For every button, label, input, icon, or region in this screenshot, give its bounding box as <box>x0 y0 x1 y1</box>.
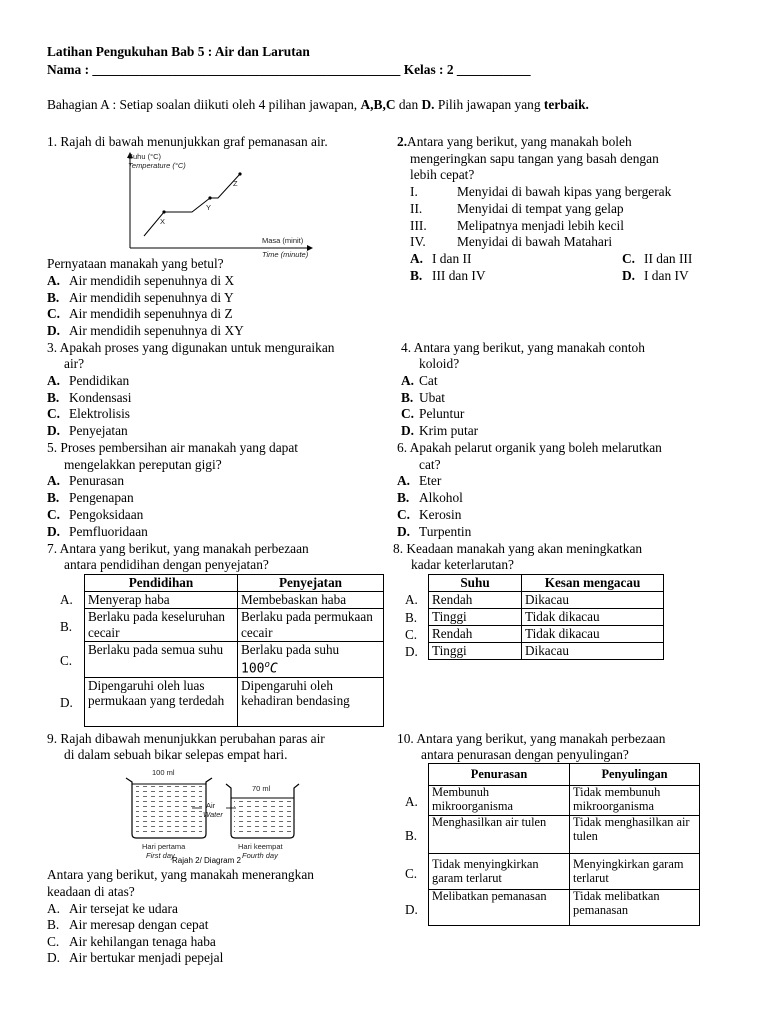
q6-option-a[interactable]: A. Eter <box>397 473 442 488</box>
beaker-1-volume: 100 ml <box>152 768 175 777</box>
heating-graph <box>124 148 314 260</box>
q8-row-d[interactable]: Tinggi Dikacau <box>429 643 664 660</box>
q6-stem-1: 6. Apakah pelarut organik yang boleh melarutkan <box>397 440 662 455</box>
q1-option-d[interactable]: D. Air mendidih sepenuhnya di XY <box>47 323 244 338</box>
q7-stem-1: 7. Antara yang berikut, yang manakah perbezaan <box>47 541 309 556</box>
q3-option-b[interactable]: B. Kondensasi <box>47 390 132 405</box>
q10-table <box>428 763 700 926</box>
label-day4-en: Fourth day <box>242 851 278 860</box>
q8-row-b-letter[interactable]: B. <box>405 610 418 625</box>
q7-row-c-letter[interactable]: C. <box>60 653 73 668</box>
q7-row-a[interactable]: Menyerap haba Membebaskan haba <box>85 592 384 609</box>
name-class-line[interactable]: Nama : ______________________________________________ Kelas : 2 ___________ <box>47 62 531 77</box>
graph-xlabel: Masa (minit) <box>262 236 304 245</box>
q1-option-c[interactable]: C. Air mendidih sepenuhnya di Z <box>47 306 233 321</box>
q7-row-a-letter[interactable]: A. <box>60 592 73 607</box>
q1-stem: 1. Rajah di bawah menunjukkan graf pemanasan air. <box>47 134 328 149</box>
q8-row-c-letter[interactable]: C. <box>405 627 418 642</box>
label-day1-en: First day <box>146 851 175 860</box>
q2-option-c[interactable]: C. II dan III <box>622 251 693 266</box>
q1-option-a[interactable]: A. Air mendidih sepenuhnya di X <box>47 273 235 288</box>
q9-option-b[interactable]: B. Air meresap dengan cepat <box>47 917 209 932</box>
q10-row-b[interactable]: Menghasilkan air tulen Tidak menghasilkan air tulen <box>429 816 700 854</box>
q7-row-d-letter[interactable]: D. <box>60 695 73 710</box>
q2-option-d[interactable]: D. I dan IV <box>622 268 689 283</box>
q5-stem-1: 5. Proses pembersihan air manakah yang dapat <box>47 440 298 455</box>
q3-stem-1: 3. Apakah proses yang digunakan untuk menguraikan <box>47 340 335 355</box>
q7-table <box>84 574 384 727</box>
q9-stem-1: 9. Rajah dibawah menunjukkan perubahan paras air <box>47 731 325 746</box>
graph-xlabel-en: Time (minute) <box>262 250 309 259</box>
q9-stem-2: di dalam sebuah bikar selepas empat hari. <box>64 747 288 762</box>
q2-item-1: I. Menyidai di bawah kipas yang bergerak <box>410 184 672 199</box>
graph-point-z <box>238 172 241 175</box>
q6-option-c[interactable]: C. Kerosin <box>397 507 462 522</box>
q8-row-b[interactable]: Tinggi Tidak dikacau <box>429 609 664 626</box>
graph-point-y <box>208 196 211 199</box>
q5-option-c[interactable]: C. Pengoksidaan <box>47 507 144 522</box>
q3-option-c[interactable]: C. Elektrolisis <box>47 406 130 421</box>
label-water: Water <box>203 810 223 819</box>
diagram-caption: Rajah 2/ Diagram 2 <box>172 856 241 865</box>
beaker-1-water <box>136 784 202 834</box>
q8-header-2: Kesan mengacau <box>522 575 664 592</box>
beaker-diagram <box>118 764 303 866</box>
graph-label-x: X <box>160 217 166 226</box>
label-air: Air <box>206 801 216 810</box>
q10-row-d[interactable]: Melibatkan pemanasan Tidak melibatkan pemanasan <box>429 890 700 926</box>
q10-row-b-letter[interactable]: B. <box>405 828 418 843</box>
q2-item-4: IV. Menyidai di bawah Matahari <box>410 234 613 249</box>
q8-header-1: Suhu <box>429 575 522 592</box>
q2-item-3: III. Melipatnya menjadi lebih kecil <box>410 218 624 233</box>
q4-option-c[interactable]: C. Peluntur <box>401 406 465 421</box>
worksheet-title: Latihan Pengukuhan Bab 5 : Air dan Larutan <box>47 44 310 59</box>
q5-option-a[interactable]: A. Penurasan <box>47 473 125 488</box>
q8-row-a[interactable]: Rendah Dikacau <box>429 592 664 609</box>
q5-stem-2: mengelakkan pereputan gigi? <box>64 457 222 472</box>
q4-option-a[interactable]: A. Cat <box>401 373 438 388</box>
label-day1: Hari pertama <box>142 842 186 851</box>
beaker-2-volume: 70 ml <box>252 784 271 793</box>
graph-label-z: Z <box>233 179 238 188</box>
graph-ylabel: Suhu (°C) <box>128 152 162 161</box>
q7-header-1: Pendidihan <box>85 575 238 592</box>
q5-option-b[interactable]: B. Pengenapan <box>47 490 134 505</box>
q4-stem-2: koloid? <box>419 356 460 371</box>
q3-stem-2: air? <box>64 356 85 371</box>
q10-header-2: Penyulingan <box>570 764 700 786</box>
q10-row-d-letter[interactable]: D. <box>405 902 418 917</box>
q2-stem-2: mengeringkan sapu tangan yang basah dengan <box>410 151 659 166</box>
q9-option-a[interactable]: A. Air tersejat ke udara <box>47 901 178 916</box>
q5-option-d[interactable]: D. Pemfluoridaan <box>47 524 148 539</box>
q8-table <box>428 574 664 660</box>
graph-point-x <box>162 210 165 213</box>
q8-stem-2: kadar keterlarutan? <box>411 557 514 572</box>
graph-curve <box>144 174 240 236</box>
q10-stem-1: 10. Antara yang berikut, yang manakah perbezaan <box>397 731 666 746</box>
graph-ylabel-en: Temperature (°C) <box>128 161 186 170</box>
q7-stem-2: antara pendidihan dengan penyejatan? <box>64 557 269 572</box>
graph-label-y: Y <box>206 203 212 212</box>
q2-stem-1: 2.Antara yang berikut, yang manakah boleh <box>397 134 632 149</box>
q8-row-c[interactable]: Rendah Tidak dikacau <box>429 626 664 643</box>
q8-row-d-letter[interactable]: D. <box>405 644 418 659</box>
q8-row-a-letter[interactable]: A. <box>405 592 418 607</box>
q7-row-b[interactable]: Berlaku pada keseluruhan cecair Berlaku pada permukaan cecair <box>85 609 384 642</box>
q2-option-a[interactable]: A. I dan II <box>410 251 472 266</box>
q7-row-b-letter[interactable]: B. <box>60 619 73 634</box>
q9-option-c[interactable]: C. Air kehilangan tenaga haba <box>47 934 216 949</box>
q3-option-a[interactable]: A. Pendidikan <box>47 373 130 388</box>
q10-stem-2: antara penurasan dengan penyulingan? <box>421 747 629 762</box>
q6-stem-2: cat? <box>419 457 441 472</box>
q7-row-c[interactable]: Berlaku pada semua suhu Berlaku pada suhu 100$^o$C <box>85 642 384 678</box>
q2-option-b[interactable]: B. III dan IV <box>410 268 486 283</box>
q1-option-b[interactable]: B. Air mendidih sepenuhnya di Y <box>47 290 234 305</box>
q10-row-a[interactable]: Membunuh mikroorganisma Tidak membunuh mikroorganisma <box>429 786 700 816</box>
q10-row-a-letter[interactable]: A. <box>405 794 418 809</box>
beaker-2-water <box>234 798 292 834</box>
q7-row-d[interactable]: Dipengaruhi oleh luas permukaan yang terdedah Dipengaruhi oleh kehadiran bendasing <box>85 677 384 726</box>
q3-option-d[interactable]: D. Penyejatan <box>47 423 128 438</box>
q8-stem-1: 8. Keadaan manakah yang akan meningkatkan <box>393 541 643 556</box>
q4-option-d[interactable]: D. Krim putar <box>401 423 479 438</box>
q6-option-d[interactable]: D. Turpentin <box>397 524 472 539</box>
q4-option-b[interactable]: B. Ubat <box>401 390 446 405</box>
q2-item-2: II. Menyidai di tempat yang gelap <box>410 201 624 216</box>
q2-stem-3: lebih cepat? <box>410 167 475 182</box>
q10-header-1: Penurasan <box>429 764 570 786</box>
instructions: Bahagian A : Setiap soalan diikuti oleh 4 pilihan jawapan, A,B,C dan D. Pilih jawapan yang terbaik. <box>47 97 589 112</box>
q9-option-d[interactable]: D. Air bertukar menjadi pepejal <box>47 950 224 965</box>
q9-question-2: keadaan di atas? <box>47 884 135 899</box>
label-day4: Hari keempat <box>238 842 283 851</box>
q1-question: Pernyataan manakah yang betul? <box>47 256 224 271</box>
q7-header-2: Penyejatan <box>238 575 384 592</box>
q9-question-1: Antara yang berikut, yang manakah menerangkan <box>47 867 314 882</box>
q10-row-c[interactable]: Tidak menyingkirkan garam terlarut Menyingkirkan garam terlarut <box>429 854 700 890</box>
q10-row-c-letter[interactable]: C. <box>405 866 418 881</box>
q6-option-b[interactable]: B. Alkohol <box>397 490 463 505</box>
q4-stem-1: 4. Antara yang berikut, yang manakah contoh <box>401 340 645 355</box>
